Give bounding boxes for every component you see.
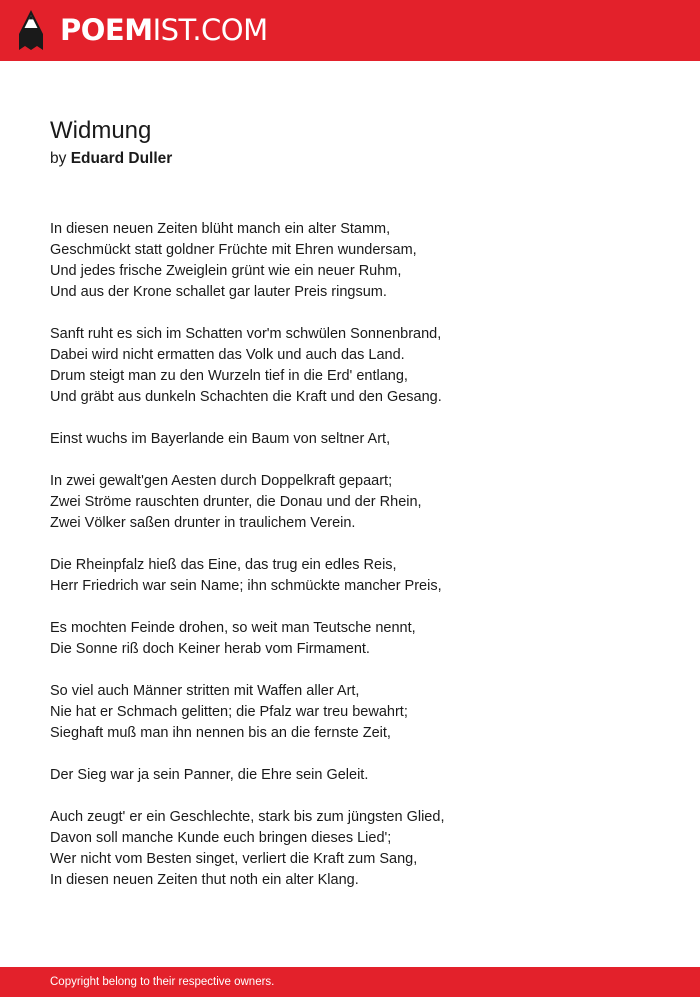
poem-stanza — [50, 429, 670, 450]
stanza-gap — [50, 597, 670, 618]
poem-line: In diesen neuen Zeiten blüht manch ein alter Stamm, — [50, 221, 391, 237]
poem-line: Und jedes frische Zweiglein grünt wie ein neuer Ruhm, — [50, 263, 402, 279]
poem-line: Wer nicht vom Besten singet, verliert die Kraft zum Sang, — [50, 851, 418, 867]
poem-byline — [50, 149, 172, 169]
poem-author[interactable]: Eduard Duller — [70, 150, 173, 167]
poem-line: Es mochten Feinde drohen, so weit man Teutsche nennt, — [50, 620, 416, 636]
poem-line: Davon soll manche Kunde euch bringen dieses Lied'; — [50, 830, 392, 846]
logo-bold-text: POEM — [60, 13, 153, 47]
poem-line: In zwei gewalt'gen Aesten durch Doppelkraft gepaart; — [50, 473, 393, 489]
poem-line: Einst wuchs im Bayerlande ein Baum von seltner Art, — [50, 431, 391, 447]
poem-stanza — [50, 681, 670, 744]
poem-line: In diesen neuen Zeiten thut noth ein alter Klang. — [50, 872, 359, 888]
logo-light-text: IST.COM — [152, 13, 268, 47]
poem-line: Und aus der Krone schallet gar lauter Preis ringsum. — [50, 284, 387, 300]
poem-line: Drum steigt man zu den Wurzeln tief in die Erd' entlang, — [50, 368, 408, 384]
poem-line: Der Sieg war ja sein Panner, die Ehre sein Geleit. — [50, 767, 369, 783]
poem-line: Zwei Völker saßen drunter in traulichem Verein. — [50, 515, 356, 531]
poem-line: Sieghaft muß man ihn nennen bis an die fernste Zeit, — [50, 725, 391, 741]
site-logo[interactable] — [18, 9, 268, 51]
stanza-gap — [50, 450, 670, 471]
stanza-gap — [50, 744, 670, 765]
poem-line: Dabei wird nicht ermatten das Volk und auch das Land. — [50, 347, 405, 363]
poem-line: Auch zeugt' er ein Geschlechte, stark bis zum jüngsten Glied, — [50, 809, 445, 825]
copyright-text: Copyright belong to their respective owners. — [50, 976, 275, 988]
poem-line: Die Sonne riß doch Keiner herab vom Firmament. — [50, 641, 370, 657]
poem-stanza — [50, 765, 670, 786]
poem-line: Und gräbt aus dunkeln Schachten die Kraft und den Gesang. — [50, 389, 442, 405]
poem-line: Die Rheinpfalz hieß das Eine, das trug ein edles Reis, — [50, 557, 397, 573]
poem-line: So viel auch Männer stritten mit Waffen aller Art, — [50, 683, 360, 699]
poem-line: Nie hat er Schmach gelitten; die Pfalz war treu bewahrt; — [50, 704, 408, 720]
poem-stanza — [50, 219, 670, 303]
poem-stanza — [50, 555, 670, 597]
stanza-gap — [50, 303, 670, 324]
site-header — [0, 0, 700, 61]
site-footer — [0, 967, 700, 997]
poem-stanza — [50, 807, 670, 891]
poem-line: Sanft ruht es sich im Schatten vor'm schwülen Sonnenbrand, — [50, 326, 442, 342]
stanza-gap — [50, 534, 670, 555]
stanza-gap — [50, 408, 670, 429]
poem-stanza — [50, 324, 670, 408]
logo-wordmark — [60, 9, 268, 51]
poem-title: Widmung — [50, 117, 152, 144]
poem-line: Herr Friedrich war sein Name; ihn schmückte mancher Preis, — [50, 578, 442, 594]
poem-body — [50, 219, 670, 891]
stanza-gap — [50, 786, 670, 807]
by-label: by — [50, 150, 67, 167]
stanza-gap — [50, 660, 670, 681]
poem-line: Zwei Ströme rauschten drunter, die Donau und der Rhein, — [50, 494, 422, 510]
poem-stanza — [50, 471, 670, 534]
poem-stanza — [50, 618, 670, 660]
pencil-icon — [18, 9, 44, 51]
poem-line: Geschmückt statt goldner Früchte mit Ehren wundersam, — [50, 242, 417, 258]
